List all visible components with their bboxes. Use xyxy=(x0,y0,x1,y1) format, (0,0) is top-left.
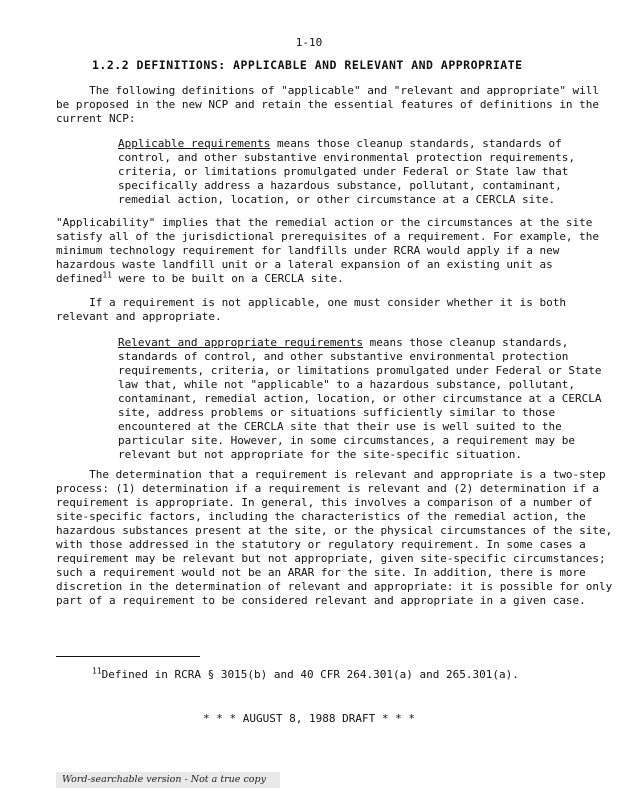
footnote-text: Defined in RCRA § 3015(b) and 40 CFR 264.301(a) and 265.301(a). xyxy=(101,668,519,681)
applicability-text: "Applicability" implies that the remedial action or the circumstances at the site satisfy all of the jurisdictional prerequisites of a requirement. For example, the minimum technology requirement for landfills under RCRA would apply if a new hazardous waste landfill unit or a lateral expansion of an existing unit as defined xyxy=(56,216,600,285)
relevant-definition-quote xyxy=(118,336,601,462)
applicability-paragraph xyxy=(56,216,599,286)
word-searchable-watermark: Word-searchable version - Not a true copy xyxy=(56,772,280,788)
determination-paragraph: The determination that a requirement is relevant and appropriate is a two-step process: (1) determination if a requirement is relevant and (2) determination if a requirement is appropriate. In general, this involves a comparison of a number of site-specific factors, including the characteristics of the remedial action, the hazardous substances present at the site, or the physical circumstances of the site, with those addressed in the statutory or regulatory requirement. In some cases a requirement may be relevant but not appropriate, given site-specific circumstances; such a requirement would not be an ARAR for the site. In addition, there is more discretion in the determination of relevant and appropriate: it is possible for only part of a requirement to be considered relevant and appropriate in a given case. xyxy=(56,468,613,607)
relevant-term: Relevant and appropriate requirements xyxy=(118,336,364,349)
applicability-text-end: were to be built on a CERCLA site. xyxy=(112,272,344,285)
intro-paragraph: The following definitions of "applicable" and "relevant and appropriate" will be proposed in the new NCP and retain the essential features of definitions in the current NCP: xyxy=(56,84,600,125)
section-heading: 1.2.2 DEFINITIONS: APPLICABLE AND RELEVANT AND APPROPRIATE xyxy=(92,58,523,72)
page-number: 1-10 xyxy=(295,36,323,49)
relevant-definition-text: means those cleanup standards, standards of control, and other substantive environmental protection requirements, criteria, or limitations promulgated under Federal or State law that, while not "applicable" to a hazardous substance, pollutant, contaminant, remedial action, location, or other circumstance at a CERCLA site, address problems or situations sufficiently similar to those encountered at the CERCLA site that their use is well suited to the particular site. However, in some circumstances, a requirement may be relevant but not appropriate for the site-specific situation. xyxy=(118,336,602,461)
footnote-reference: 11 xyxy=(102,270,112,280)
applicable-definition-text: means those cleanup standards, standards of control, and other substantive environmental protection requirements, criteria, or limitations promulgated under Federal or State law that specifically address a hazardous substance, pollutant, contaminant, remedial action, location, or other circumstance at a CERCLA site. xyxy=(118,137,575,206)
draft-date-footer: * * * AUGUST 8, 1988 DRAFT * * * xyxy=(203,712,415,725)
footnote xyxy=(92,668,519,682)
footnote-divider xyxy=(56,656,200,657)
applicable-term: Applicable requirements xyxy=(118,137,271,150)
footnote-number: 11 xyxy=(92,666,102,676)
applicable-definition-quote xyxy=(118,137,575,207)
relevance-paragraph: If a requirement is not applicable, one must consider whether it is both relevant and appropriate. xyxy=(56,296,566,323)
